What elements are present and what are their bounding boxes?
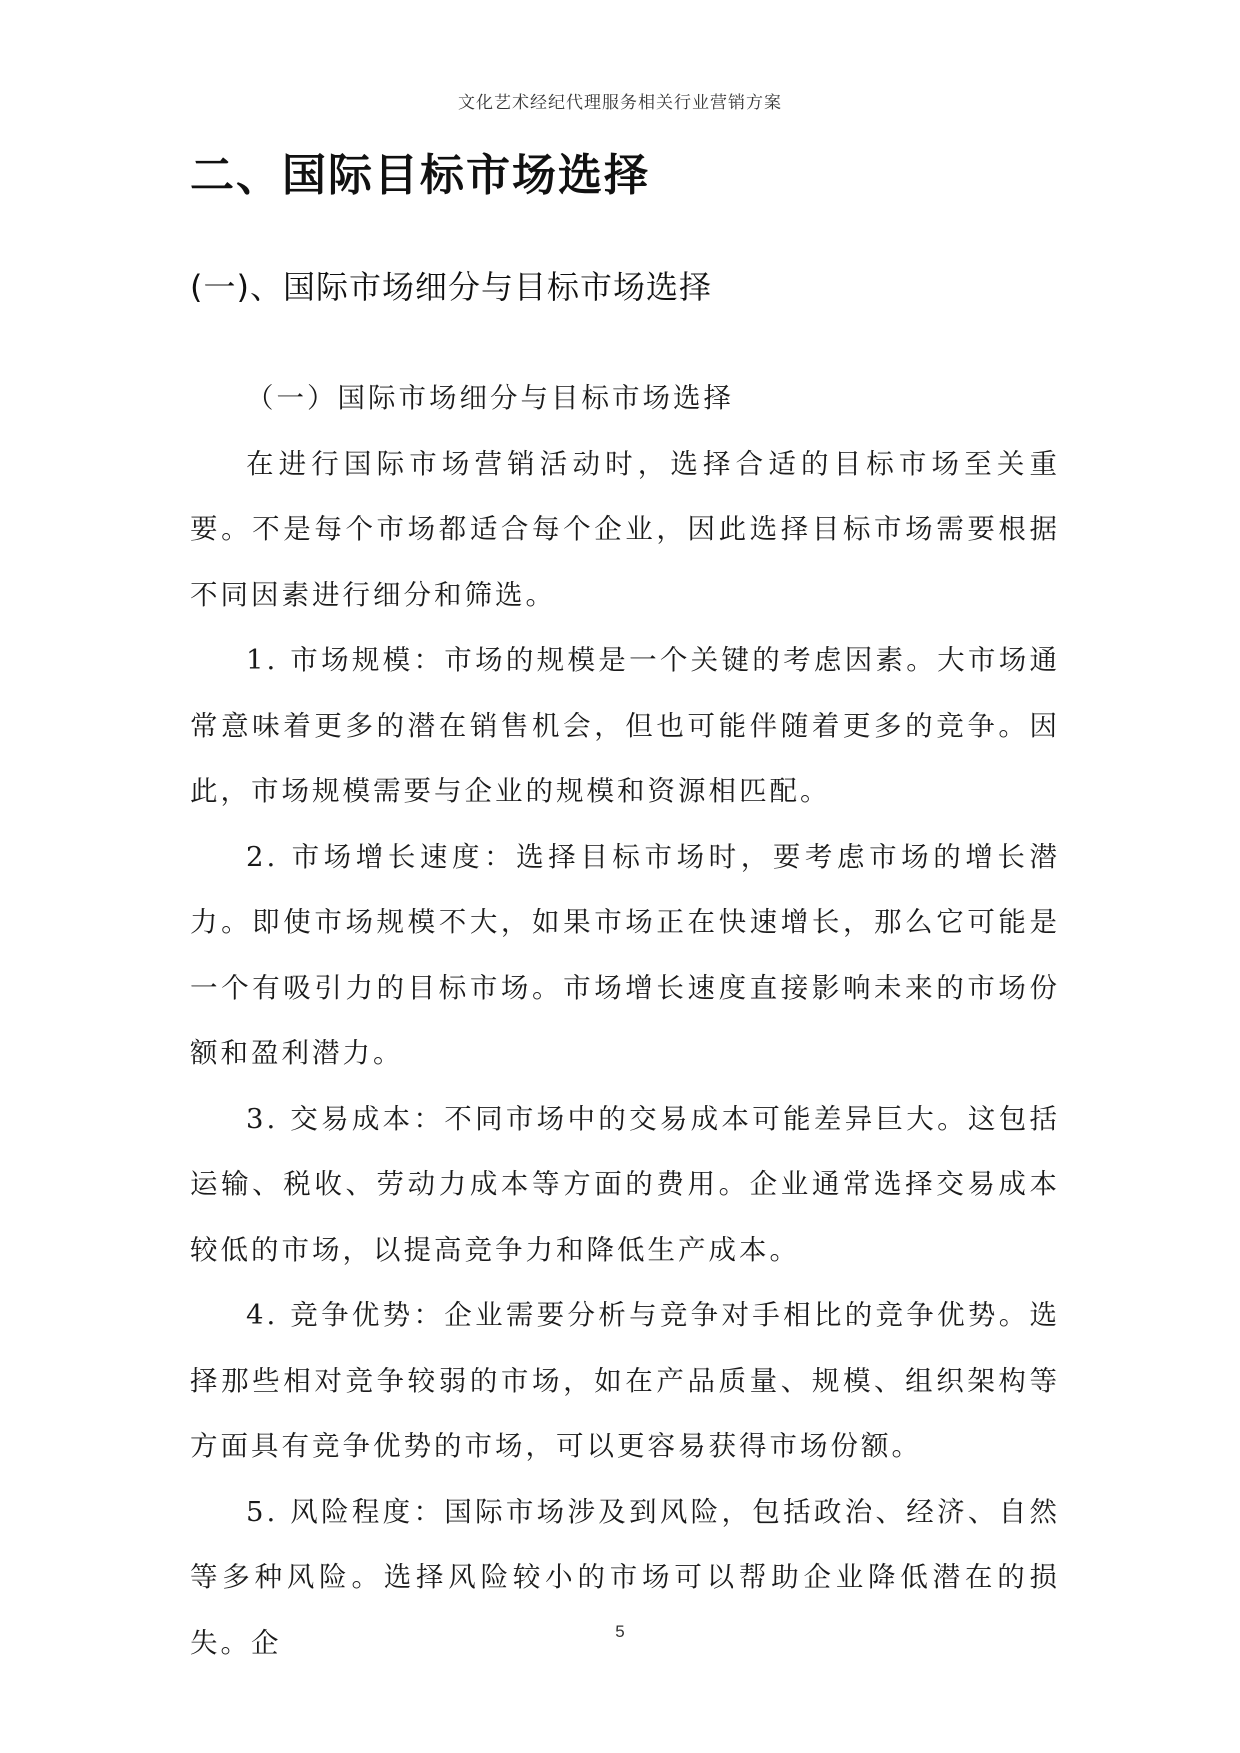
- section-title: (一)、国际市场细分与目标市场选择: [190, 268, 712, 306]
- list-item-growth-rate: 2. 市场增长速度：选择目标市场时，要考虑市场的增长潜力。即使市场规模不大，如果市场正在快速增长，那么它可能是一个有吸引力的目标市场。市场增长速度直接影响未来的市场份额和盈利潜力。: [190, 840, 1060, 1069]
- subsection-heading: （一）国际市场细分与目标市场选择: [246, 382, 734, 414]
- list-item-transaction-cost: 3. 交易成本：不同市场中的交易成本可能差异巨大。这包括运输、税收、劳动力成本等方面的费用。企业通常选择交易成本较低的市场，以提高竞争力和降低生产成本。: [190, 1102, 1060, 1266]
- page-number: 5: [615, 1622, 625, 1641]
- chapter-title: 二、国际目标市场选择: [190, 150, 650, 201]
- intro-paragraph: 在进行国际市场营销活动时，选择合适的目标市场至关重要。不是每个市场都适合每个企业，因此选择目标市场需要根据不同因素进行细分和筛选。: [190, 447, 1060, 611]
- body-text: [190, 366, 1060, 1676]
- running-header: 文化艺术经纪代理服务相关行业营销方案: [458, 93, 782, 113]
- list-item-competitive-advantage: 4. 竞争优势：企业需要分析与竞争对手相比的竞争优势。选择那些相对竞争较弱的市场，如在产品质量、规模、组织架构等方面具有竞争优势的市场，可以更容易获得市场份额。: [190, 1299, 1060, 1462]
- list-item-market-size: 1. 市场规模：市场的规模是一个关键的考虑因素。大市场通常意味着更多的潜在销售机会，但也可能伴随着更多的竞争。因此，市场规模需要与企业的规模和资源相匹配。: [190, 644, 1060, 807]
- list-item-risk-level: 5. 风险程度：国际市场涉及到风险，包括政治、经济、自然等多种风险。选择风险较小的市场可以帮助企业降低潜在的损失。企: [190, 1495, 1060, 1659]
